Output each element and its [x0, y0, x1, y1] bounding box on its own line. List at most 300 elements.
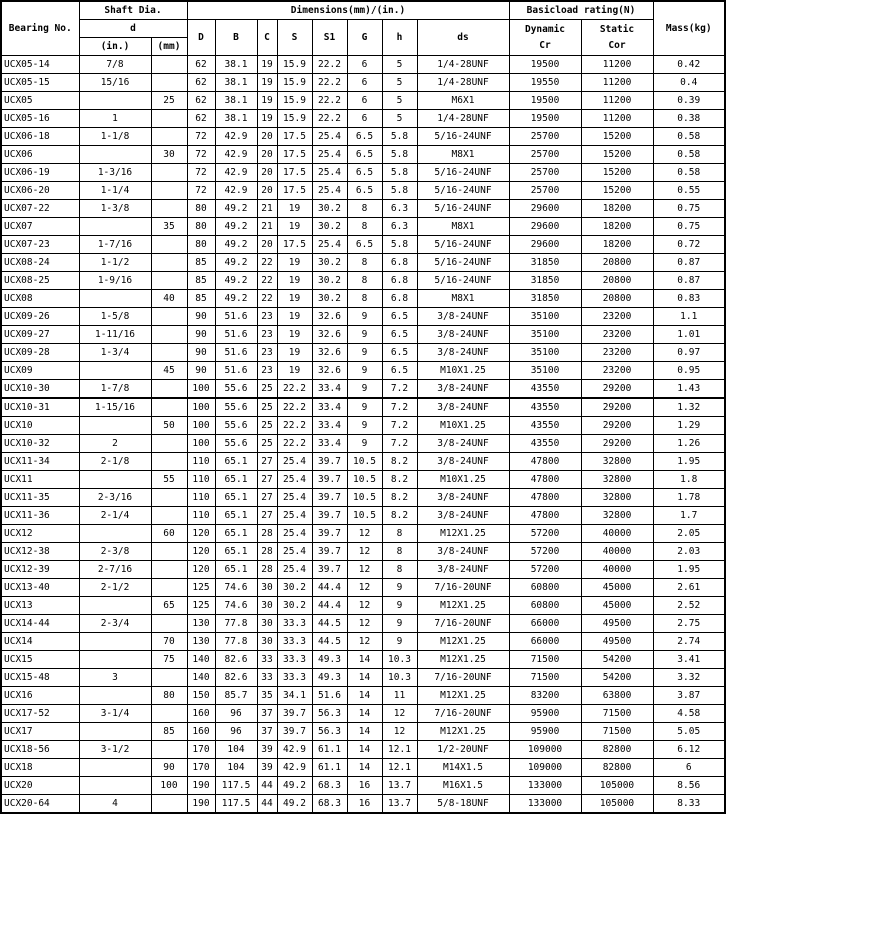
cell-dim-C: 25 — [257, 417, 277, 435]
cell-dim-ds: 5/16-24UNF — [417, 164, 509, 182]
cell-mass: 1.7 — [653, 507, 725, 525]
cell-dim-B: 85.7 — [215, 687, 257, 705]
cell-dim-S: 17.5 — [277, 164, 312, 182]
cell-dim-S: 17.5 — [277, 236, 312, 254]
cell-dim-G: 8 — [347, 290, 382, 308]
cell-load-dynamic: 66000 — [509, 615, 581, 633]
cell-dim-h: 8.2 — [382, 453, 417, 471]
cell-dim-G: 12 — [347, 525, 382, 543]
cell-bearing-no: UCX14 — [1, 633, 79, 651]
cell-dim-D: 130 — [187, 633, 215, 651]
cell-load-dynamic: 60800 — [509, 579, 581, 597]
cell-load-static: 32800 — [581, 453, 653, 471]
header-S1: S1 — [312, 20, 347, 56]
cell-shaft-mm: 75 — [151, 651, 187, 669]
header-dimensions: Dimensions(mm)/(in.) — [187, 1, 509, 20]
cell-bearing-no: UCX12-38 — [1, 543, 79, 561]
cell-mass: 6 — [653, 759, 725, 777]
table-row — [1, 218, 725, 236]
cell-load-dynamic: 109000 — [509, 759, 581, 777]
cell-dim-h: 13.7 — [382, 795, 417, 814]
cell-load-static: 71500 — [581, 705, 653, 723]
cell-dim-S1: 51.6 — [312, 687, 347, 705]
cell-dim-B: 104 — [215, 759, 257, 777]
table-row — [1, 398, 725, 417]
cell-shaft-in: 2 — [79, 435, 151, 453]
cell-dim-C: 39 — [257, 741, 277, 759]
cell-dim-S: 25.4 — [277, 453, 312, 471]
cell-dim-B: 77.8 — [215, 633, 257, 651]
cell-bearing-no: UCX14-44 — [1, 615, 79, 633]
cell-dim-G: 8 — [347, 200, 382, 218]
table-row — [1, 254, 725, 272]
cell-dim-ds: M12X1.25 — [417, 651, 509, 669]
cell-dim-G: 12 — [347, 543, 382, 561]
cell-load-dynamic: 35100 — [509, 362, 581, 380]
header-h: h — [382, 20, 417, 56]
cell-shaft-in — [79, 417, 151, 435]
cell-dim-S: 33.3 — [277, 669, 312, 687]
cell-shaft-mm — [151, 56, 187, 74]
cell-dim-G: 14 — [347, 705, 382, 723]
cell-dim-C: 22 — [257, 272, 277, 290]
cell-dim-S1: 39.7 — [312, 525, 347, 543]
cell-mass: 2.75 — [653, 615, 725, 633]
cell-load-static: 20800 — [581, 254, 653, 272]
table-row — [1, 759, 725, 777]
cell-bearing-no: UCX07-23 — [1, 236, 79, 254]
cell-load-static: 49500 — [581, 615, 653, 633]
table-body — [1, 56, 725, 814]
cell-bearing-no: UCX09-27 — [1, 326, 79, 344]
cell-bearing-no: UCX05 — [1, 92, 79, 110]
cell-dim-G: 6.5 — [347, 182, 382, 200]
cell-dim-S: 25.4 — [277, 507, 312, 525]
cell-dim-ds: 3/8-24UNF — [417, 398, 509, 417]
cell-dim-B: 65.1 — [215, 525, 257, 543]
cell-dim-S1: 32.6 — [312, 326, 347, 344]
cell-dim-ds: M10X1.25 — [417, 417, 509, 435]
cell-shaft-in: 1-5/8 — [79, 308, 151, 326]
cell-dim-D: 190 — [187, 777, 215, 795]
cell-dim-D: 120 — [187, 561, 215, 579]
cell-load-dynamic: 71500 — [509, 651, 581, 669]
cell-dim-G: 10.5 — [347, 507, 382, 525]
cell-dim-G: 9 — [347, 435, 382, 453]
cell-shaft-mm — [151, 326, 187, 344]
cell-dim-G: 14 — [347, 669, 382, 687]
cell-dim-ds: M12X1.25 — [417, 687, 509, 705]
cell-load-static: 11200 — [581, 56, 653, 74]
cell-dim-S: 19 — [277, 308, 312, 326]
cell-dim-G: 9 — [347, 417, 382, 435]
header-cr-label: Cr — [539, 39, 551, 51]
table-row — [1, 182, 725, 200]
table-row — [1, 471, 725, 489]
cell-shaft-mm — [151, 507, 187, 525]
cell-shaft-in: 1 — [79, 110, 151, 128]
cell-dim-C: 21 — [257, 218, 277, 236]
cell-dim-ds: 1/4-28UNF — [417, 74, 509, 92]
cell-load-dynamic: 47800 — [509, 453, 581, 471]
cell-dim-S: 17.5 — [277, 128, 312, 146]
cell-load-static: 32800 — [581, 489, 653, 507]
cell-mass: 0.39 — [653, 92, 725, 110]
cell-dim-D: 80 — [187, 236, 215, 254]
cell-load-static: 63800 — [581, 687, 653, 705]
cell-dim-h: 8 — [382, 561, 417, 579]
cell-dim-S: 39.7 — [277, 723, 312, 741]
cell-dim-h: 7.2 — [382, 398, 417, 417]
cell-dim-D: 150 — [187, 687, 215, 705]
cell-load-dynamic: 19500 — [509, 56, 581, 74]
cell-dim-S1: 25.4 — [312, 236, 347, 254]
cell-dim-C: 23 — [257, 308, 277, 326]
header-cor-label: Cor — [608, 39, 626, 51]
cell-bearing-no: UCX20 — [1, 777, 79, 795]
cell-dim-D: 72 — [187, 164, 215, 182]
cell-dim-G: 14 — [347, 687, 382, 705]
cell-shaft-mm: 35 — [151, 218, 187, 236]
cell-load-static: 40000 — [581, 543, 653, 561]
cell-dim-B: 42.9 — [215, 146, 257, 164]
cell-dim-C: 28 — [257, 561, 277, 579]
cell-dim-C: 33 — [257, 651, 277, 669]
cell-dim-S1: 22.2 — [312, 56, 347, 74]
cell-dim-B: 38.1 — [215, 74, 257, 92]
cell-dim-S1: 61.1 — [312, 741, 347, 759]
cell-dim-ds: M8X1 — [417, 290, 509, 308]
cell-dim-B: 42.9 — [215, 128, 257, 146]
cell-dim-C: 30 — [257, 579, 277, 597]
cell-mass: 1.29 — [653, 417, 725, 435]
cell-bearing-no: UCX09-28 — [1, 344, 79, 362]
cell-dim-G: 14 — [347, 741, 382, 759]
cell-load-dynamic: 29600 — [509, 200, 581, 218]
cell-bearing-no: UCX10-30 — [1, 380, 79, 399]
cell-dim-D: 170 — [187, 741, 215, 759]
table-row — [1, 615, 725, 633]
cell-load-static: 29200 — [581, 398, 653, 417]
cell-dim-D: 140 — [187, 669, 215, 687]
cell-shaft-in: 1-3/16 — [79, 164, 151, 182]
cell-dim-ds: M14X1.5 — [417, 759, 509, 777]
cell-dim-ds: M12X1.25 — [417, 525, 509, 543]
cell-mass: 0.4 — [653, 74, 725, 92]
cell-dim-C: 22 — [257, 254, 277, 272]
cell-mass: 2.74 — [653, 633, 725, 651]
cell-dim-B: 65.1 — [215, 453, 257, 471]
cell-dim-G: 6.5 — [347, 236, 382, 254]
cell-mass: 0.58 — [653, 164, 725, 182]
cell-shaft-in — [79, 92, 151, 110]
table-row — [1, 92, 725, 110]
cell-dim-C: 25 — [257, 435, 277, 453]
cell-shaft-mm — [151, 615, 187, 633]
cell-bearing-no: UCX11-35 — [1, 489, 79, 507]
cell-shaft-in: 3-1/2 — [79, 741, 151, 759]
cell-shaft-mm: 30 — [151, 146, 187, 164]
cell-load-static: 29200 — [581, 435, 653, 453]
cell-dim-S: 19 — [277, 218, 312, 236]
cell-dim-B: 65.1 — [215, 561, 257, 579]
cell-dim-D: 90 — [187, 308, 215, 326]
cell-dim-B: 51.6 — [215, 344, 257, 362]
cell-dim-ds: 3/8-24UNF — [417, 435, 509, 453]
cell-load-static: 29200 — [581, 417, 653, 435]
cell-dim-S1: 25.4 — [312, 164, 347, 182]
cell-dim-B: 55.6 — [215, 417, 257, 435]
header-basicload: Basicload rating(N) — [509, 1, 653, 20]
cell-load-static: 45000 — [581, 579, 653, 597]
cell-dim-B: 38.1 — [215, 92, 257, 110]
cell-mass: 1.01 — [653, 326, 725, 344]
cell-dim-B: 49.2 — [215, 254, 257, 272]
cell-dim-C: 30 — [257, 615, 277, 633]
cell-dim-h: 6.8 — [382, 272, 417, 290]
cell-mass: 0.75 — [653, 218, 725, 236]
cell-shaft-mm — [151, 254, 187, 272]
cell-load-dynamic: 57200 — [509, 525, 581, 543]
cell-load-static: 40000 — [581, 525, 653, 543]
table-row — [1, 128, 725, 146]
cell-load-dynamic: 31850 — [509, 272, 581, 290]
cell-shaft-mm — [151, 272, 187, 290]
cell-load-static: 71500 — [581, 723, 653, 741]
cell-dim-ds: 3/8-24UNF — [417, 344, 509, 362]
table-row — [1, 597, 725, 615]
cell-dim-h: 11 — [382, 687, 417, 705]
cell-dim-D: 90 — [187, 362, 215, 380]
cell-dim-B: 55.6 — [215, 398, 257, 417]
cell-dim-S1: 30.2 — [312, 290, 347, 308]
cell-shaft-in: 1-1/4 — [79, 182, 151, 200]
cell-dim-D: 72 — [187, 146, 215, 164]
cell-dim-D: 80 — [187, 200, 215, 218]
cell-dim-ds: 3/8-24UNF — [417, 326, 509, 344]
cell-load-static: 45000 — [581, 597, 653, 615]
cell-dim-S: 19 — [277, 254, 312, 272]
cell-load-static: 11200 — [581, 74, 653, 92]
cell-mass: 1.43 — [653, 380, 725, 399]
cell-shaft-in — [79, 651, 151, 669]
cell-dim-D: 120 — [187, 543, 215, 561]
cell-dim-B: 74.6 — [215, 597, 257, 615]
cell-dim-h: 5.8 — [382, 128, 417, 146]
cell-dim-ds: 5/16-24UNF — [417, 182, 509, 200]
cell-dim-G: 9 — [347, 398, 382, 417]
cell-dim-ds: 5/8-18UNF — [417, 795, 509, 814]
cell-dim-S: 15.9 — [277, 74, 312, 92]
cell-dim-S1: 32.6 — [312, 308, 347, 326]
cell-dim-ds: 3/8-24UNF — [417, 453, 509, 471]
cell-bearing-no: UCX12-39 — [1, 561, 79, 579]
cell-dim-B: 77.8 — [215, 615, 257, 633]
cell-dim-G: 12 — [347, 633, 382, 651]
cell-dim-C: 28 — [257, 543, 277, 561]
cell-dim-h: 5 — [382, 110, 417, 128]
header-G: G — [347, 20, 382, 56]
cell-load-dynamic: 35100 — [509, 326, 581, 344]
cell-dim-B: 51.6 — [215, 308, 257, 326]
cell-dim-G: 10.5 — [347, 453, 382, 471]
cell-bearing-no: UCX13-40 — [1, 579, 79, 597]
cell-load-dynamic: 71500 — [509, 669, 581, 687]
cell-bearing-no: UCX17 — [1, 723, 79, 741]
cell-dim-B: 117.5 — [215, 777, 257, 795]
cell-dim-h: 12.1 — [382, 759, 417, 777]
cell-load-dynamic: 19500 — [509, 92, 581, 110]
table-row — [1, 146, 725, 164]
cell-dim-h: 6.5 — [382, 344, 417, 362]
cell-bearing-no: UCX10 — [1, 417, 79, 435]
cell-bearing-no: UCX18-56 — [1, 741, 79, 759]
cell-dim-h: 9 — [382, 579, 417, 597]
cell-load-dynamic: 47800 — [509, 507, 581, 525]
cell-dim-S1: 44.5 — [312, 615, 347, 633]
table-row — [1, 579, 725, 597]
table-row — [1, 543, 725, 561]
cell-dim-C: 35 — [257, 687, 277, 705]
cell-mass: 0.75 — [653, 200, 725, 218]
cell-load-dynamic: 25700 — [509, 146, 581, 164]
cell-dim-B: 82.6 — [215, 669, 257, 687]
cell-shaft-in — [79, 362, 151, 380]
cell-dim-G: 12 — [347, 561, 382, 579]
cell-dim-S: 19 — [277, 290, 312, 308]
cell-shaft-in — [79, 597, 151, 615]
cell-shaft-mm — [151, 74, 187, 92]
cell-dim-G: 10.5 — [347, 489, 382, 507]
cell-shaft-mm — [151, 561, 187, 579]
cell-mass: 0.87 — [653, 254, 725, 272]
cell-dim-ds: 3/8-24UNF — [417, 380, 509, 399]
cell-load-dynamic: 43550 — [509, 380, 581, 399]
cell-dim-h: 8.2 — [382, 489, 417, 507]
cell-load-static: 82800 — [581, 759, 653, 777]
cell-dim-S: 15.9 — [277, 110, 312, 128]
cell-dim-h: 5 — [382, 74, 417, 92]
cell-shaft-in — [79, 471, 151, 489]
cell-load-dynamic: 47800 — [509, 471, 581, 489]
cell-dim-S: 22.2 — [277, 435, 312, 453]
cell-dim-S1: 30.2 — [312, 254, 347, 272]
cell-dim-S: 33.3 — [277, 615, 312, 633]
cell-dim-C: 27 — [257, 507, 277, 525]
cell-shaft-in: 3-1/4 — [79, 705, 151, 723]
cell-shaft-mm — [151, 236, 187, 254]
cell-dim-D: 72 — [187, 182, 215, 200]
cell-dim-B: 49.2 — [215, 272, 257, 290]
cell-dim-S1: 39.7 — [312, 561, 347, 579]
table-row — [1, 236, 725, 254]
table-row — [1, 290, 725, 308]
cell-mass: 1.78 — [653, 489, 725, 507]
cell-dim-B: 74.6 — [215, 579, 257, 597]
header-bearing-no: Bearing No. — [1, 1, 79, 56]
table-row — [1, 669, 725, 687]
cell-dim-D: 190 — [187, 795, 215, 814]
table-row — [1, 741, 725, 759]
cell-dim-D: 100 — [187, 380, 215, 399]
cell-dim-ds: 7/16-20UNF — [417, 615, 509, 633]
cell-shaft-mm — [151, 344, 187, 362]
cell-dim-S1: 32.6 — [312, 362, 347, 380]
cell-dim-S1: 68.3 — [312, 777, 347, 795]
cell-bearing-no: UCX06 — [1, 146, 79, 164]
cell-shaft-mm — [151, 128, 187, 146]
cell-bearing-no: UCX06-18 — [1, 128, 79, 146]
cell-load-dynamic: 35100 — [509, 308, 581, 326]
table-row — [1, 344, 725, 362]
cell-shaft-mm — [151, 453, 187, 471]
cell-bearing-no: UCX11-36 — [1, 507, 79, 525]
cell-dim-h: 6.3 — [382, 218, 417, 236]
cell-dim-G: 9 — [347, 326, 382, 344]
cell-shaft-mm — [151, 489, 187, 507]
cell-shaft-in: 1-15/16 — [79, 398, 151, 417]
cell-shaft-mm: 100 — [151, 777, 187, 795]
cell-load-dynamic: 133000 — [509, 777, 581, 795]
cell-dim-h: 8.2 — [382, 471, 417, 489]
cell-mass: 3.32 — [653, 669, 725, 687]
cell-dim-C: 27 — [257, 453, 277, 471]
cell-dim-G: 14 — [347, 723, 382, 741]
cell-dim-S1: 56.3 — [312, 723, 347, 741]
cell-bearing-no: UCX06-20 — [1, 182, 79, 200]
cell-dim-G: 9 — [347, 344, 382, 362]
cell-load-static: 20800 — [581, 290, 653, 308]
cell-dim-S1: 44.4 — [312, 597, 347, 615]
cell-dim-D: 130 — [187, 615, 215, 633]
cell-mass: 1.32 — [653, 398, 725, 417]
cell-shaft-in: 1-3/4 — [79, 344, 151, 362]
cell-bearing-no: UCX12 — [1, 525, 79, 543]
cell-shaft-in — [79, 777, 151, 795]
cell-dim-h: 10.3 — [382, 669, 417, 687]
table-row — [1, 633, 725, 651]
cell-load-dynamic: 43550 — [509, 417, 581, 435]
cell-load-dynamic: 57200 — [509, 543, 581, 561]
cell-dim-D: 85 — [187, 290, 215, 308]
cell-shaft-mm — [151, 380, 187, 399]
header-S: S — [277, 20, 312, 56]
cell-bearing-no: UCX10-31 — [1, 398, 79, 417]
cell-shaft-in — [79, 723, 151, 741]
cell-dim-h: 6.3 — [382, 200, 417, 218]
cell-shaft-in — [79, 633, 151, 651]
table-row — [1, 507, 725, 525]
cell-dim-S1: 33.4 — [312, 417, 347, 435]
table-row — [1, 489, 725, 507]
cell-bearing-no: UCX20-64 — [1, 795, 79, 814]
cell-dim-G: 16 — [347, 777, 382, 795]
cell-dim-G: 6.5 — [347, 146, 382, 164]
cell-dim-S: 42.9 — [277, 741, 312, 759]
cell-shaft-mm: 65 — [151, 597, 187, 615]
cell-dim-S: 49.2 — [277, 777, 312, 795]
cell-dim-C: 30 — [257, 633, 277, 651]
table-row — [1, 651, 725, 669]
cell-dim-ds: M16X1.5 — [417, 777, 509, 795]
cell-dim-h: 6.8 — [382, 254, 417, 272]
cell-load-static: 23200 — [581, 308, 653, 326]
cell-dim-h: 7.2 — [382, 417, 417, 435]
cell-dim-B: 38.1 — [215, 110, 257, 128]
cell-dim-G: 6.5 — [347, 164, 382, 182]
cell-dim-S1: 30.2 — [312, 272, 347, 290]
cell-shaft-mm: 80 — [151, 687, 187, 705]
